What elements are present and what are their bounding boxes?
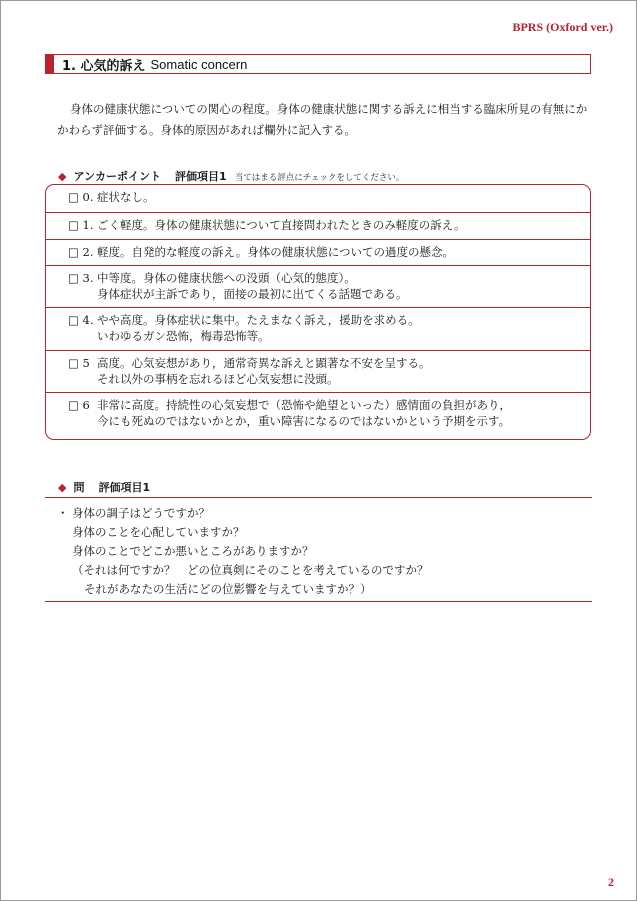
checkbox-3[interactable]: □ 3. (68, 271, 94, 285)
question-line-4: （それは何ですか？ どの位真剣にそのことを考えているのですか？ (72, 563, 429, 577)
question-line-3: 身体のことでどこか悪いところがありますか？ (72, 544, 314, 558)
anchor-row-1[interactable] (46, 213, 590, 240)
anchor-row-4[interactable] (46, 308, 590, 351)
anchor-row-2[interactable] (46, 240, 590, 266)
anchor-row-6[interactable] (46, 393, 590, 439)
anchor-heading-note: 当てはまる評点にチェックをしてください。 (234, 173, 405, 183)
checkbox-6[interactable]: □ 6 (68, 398, 90, 412)
anchor-text-3: 中等度。身体の健康状態への没頭（心気的態度）。 (97, 271, 356, 285)
checkbox-4[interactable]: □ 4. (68, 313, 94, 327)
question-line-5: それがあなたの生活にどの位影響を与えていますか？） (84, 582, 372, 596)
anchor-text-5: 高度。心気妄想があり，通常奇異な訴えと顕著な不安を呈する。 (97, 356, 431, 370)
intro-paragraph: 身体の健康状態についての関心の程度。身体の健康状態に関する訴えに相当する臨床所見の有無にかかわらず評価する。身体的原因があれば欄外に記入する。 (57, 102, 588, 137)
diamond-icon: ◆ (58, 170, 67, 183)
bullet-icon: ・ (57, 506, 69, 520)
anchor-row-5[interactable] (46, 351, 590, 393)
anchor-text-1: ごく軽度。身体の健康状態について直接問われたときのみ軽度の訴え。 (97, 218, 466, 232)
questions-list (57, 504, 577, 599)
anchor-text-5-line2: それ以外の事柄を忘れるほど心気妄想に没頭。 (97, 372, 339, 386)
checkbox-5[interactable]: □ 5 (68, 356, 90, 370)
anchor-text-6-line2: 今にも死ぬのではないかとか，重い障害になるのではないかという予期を示す。 (97, 414, 511, 428)
anchor-heading-item: 評価項目1 (175, 170, 227, 183)
questions-top-rule (45, 497, 592, 498)
anchor-point-heading (58, 168, 404, 184)
questions-heading-label: 問 (73, 481, 85, 494)
checkbox-1[interactable]: □ 1. (68, 218, 94, 232)
checkbox-2[interactable]: □ 2. (68, 245, 94, 259)
anchor-text-4-line2: いわゆるガン恐怖，梅毒恐怖等。 (97, 329, 270, 343)
anchor-row-3[interactable] (46, 266, 590, 308)
questions-heading (58, 479, 150, 495)
questions-heading-item: 評価項目1 (98, 481, 151, 494)
document-header-label: BPRS (Oxford ver.) (512, 20, 613, 34)
diamond-icon: ◆ (58, 481, 67, 494)
anchor-point-table (45, 184, 591, 440)
anchor-row-0[interactable] (46, 185, 590, 213)
section-title (45, 54, 591, 74)
section-title-marker (46, 55, 54, 73)
anchor-text-6: 非常に高度。持続性の心気妄想で（恐怖や絶望といった）感情面の負担があり， (97, 398, 511, 412)
anchor-text-2: 軽度。自発的な軽度の訴え。身体の健康状態についての過度の懸念。 (97, 245, 454, 259)
anchor-heading-label: アンカーポイント (73, 170, 162, 183)
anchor-text-4: やや高度。身体症状に集中。たえまなく訴え，援助を求める。 (97, 313, 420, 327)
question-line-2: 身体のことを心配していますか？ (72, 525, 245, 539)
question-line-1: 身体の調子はどうですか？ (72, 506, 210, 520)
questions-bottom-rule (45, 601, 592, 602)
section-title-japanese: 1. 心気的訴え (62, 58, 146, 74)
anchor-text-3-line2: 身体症状が主訴であり，面接の最初に出てくる話題である。 (97, 287, 408, 301)
page-number: 2 (608, 875, 614, 889)
checkbox-0[interactable]: □ 0. (68, 190, 94, 204)
anchor-text-0: 症状なし。 (97, 190, 155, 204)
section-title-english: Somatic concern (150, 56, 248, 72)
